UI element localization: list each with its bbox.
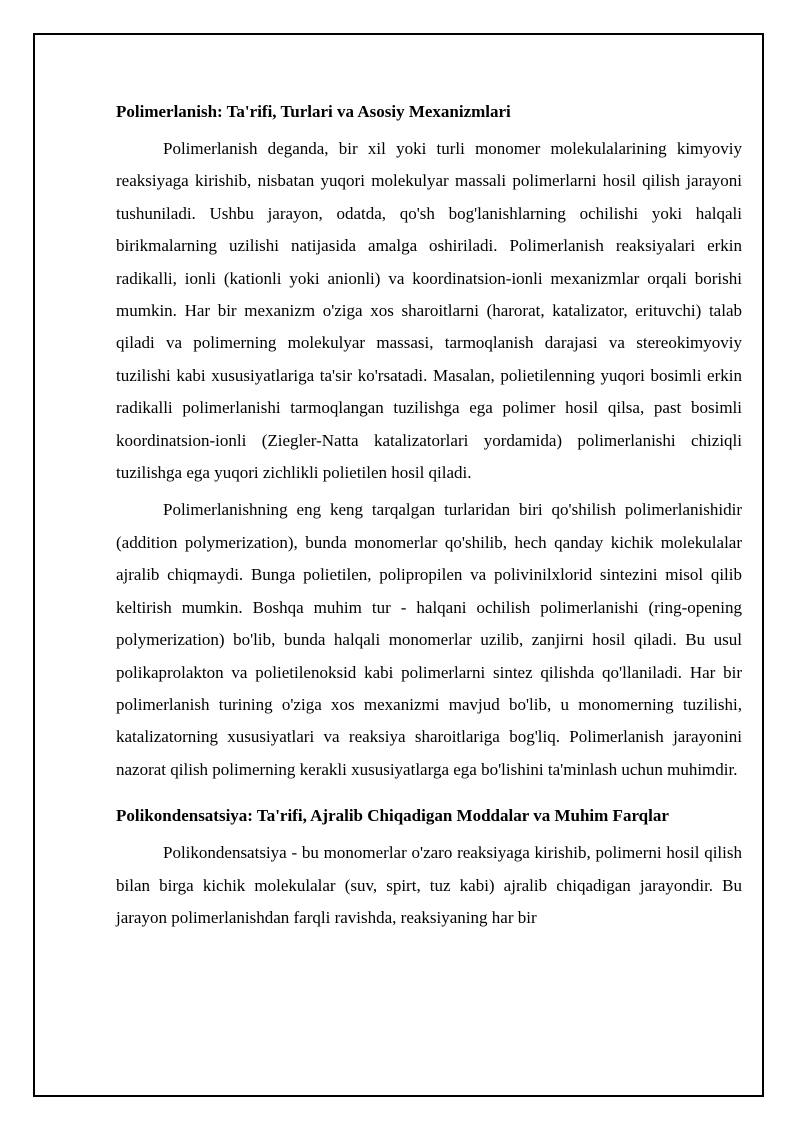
section-heading: Polikondensatsiya: Ta'rifi, Ajralib Chiqadigan Moddalar va Muhim Farqlar xyxy=(116,806,669,826)
paragraph: Polikondensatsiya - bu monomerlar o'zaro reaksiyaga kirishib, polimerni hosil qilish bilan birga kichik molekulalar (suv, spirt, tuz kabi) ajralib chiqadigan jarayondir. Bu jarayon polimerlanishdan farqli ravishda, reaksiyaning har bir xyxy=(116,843,742,927)
document-body xyxy=(116,96,742,934)
section-heading: Polimerlanish: Ta'rifi, Turlari va Asosiy Mexanizmlari xyxy=(116,102,511,121)
paragraph: Polimerlanishning eng keng tarqalgan turlaridan biri qo'shilish polimerlanishidir (addition polymerization), bunda monomerlar qo'shilib, hech qanday kichik molekulalar ajralib chiqmaydi. Bunga polietilen, polipropilen va polivinilxlorid sintezini misol qilib keltirish mumkin. Boshqa muhim tur - halqani ochilish polimerlanishi (ring-opening polymerization) bo'lib, bunda halqali monomerlar uzilib, zanjirni hosil qiladi. Bu usul polikaprolakton va polietilenoksid kabi polimerlarni sintez qilishda qo'llaniladi. Har bir polimerlanish turining o'ziga xos mexanizmi mavjud bo'lib, u monomerning tuzilishi, katalizatorning xususiyatlari va reaksiya sharoitlariga bog'liq. Polimerlanish jarayonini nazorat qilish polimerning kerakli xususiyatlarga ega bo'lishini ta'minlash uchun muhimdir. xyxy=(116,500,742,779)
paragraph: Polimerlanish deganda, bir xil yoki turli monomer molekulalarining kimyoviy reaksiyaga kirishib, nisbatan yuqori molekulyar massali polimerlarni hosil qilish jarayoni tushuniladi. Ushbu jarayon, odatda, qo'sh bog'lanishlarning ochilishi yoki halqali birikmalarning uzilishi natijasida amalga oshiriladi. Polimerlanish reaksiyalari erkin radikalli, ionli (kationli yoki anionli) va koordinatsion-ionli mexanizmlar orqali borishi mumkin. Har bir mexanizm o'ziga xos sharoitlarni (harorat, katalizator, erituvchi) talab qiladi va polimerning molekulyar massasi, tarmoqlanish darajasi va stereokimyoviy tuzilishi kabi xususiyatlariga ta'sir ko'rsatadi. Masalan, polietilenning yuqori bosimli erkin radikalli polimerlanishi tarmoqlangan tuzilishga ega polimer hosil qilsa, past bosimli koordinatsion-ionli (Ziegler-Natta katalizatorlari yordamida) polimerlanishi chiziqli tuzilishga ega yuqori zichlikli polietilen hosil qiladi. xyxy=(116,139,742,483)
